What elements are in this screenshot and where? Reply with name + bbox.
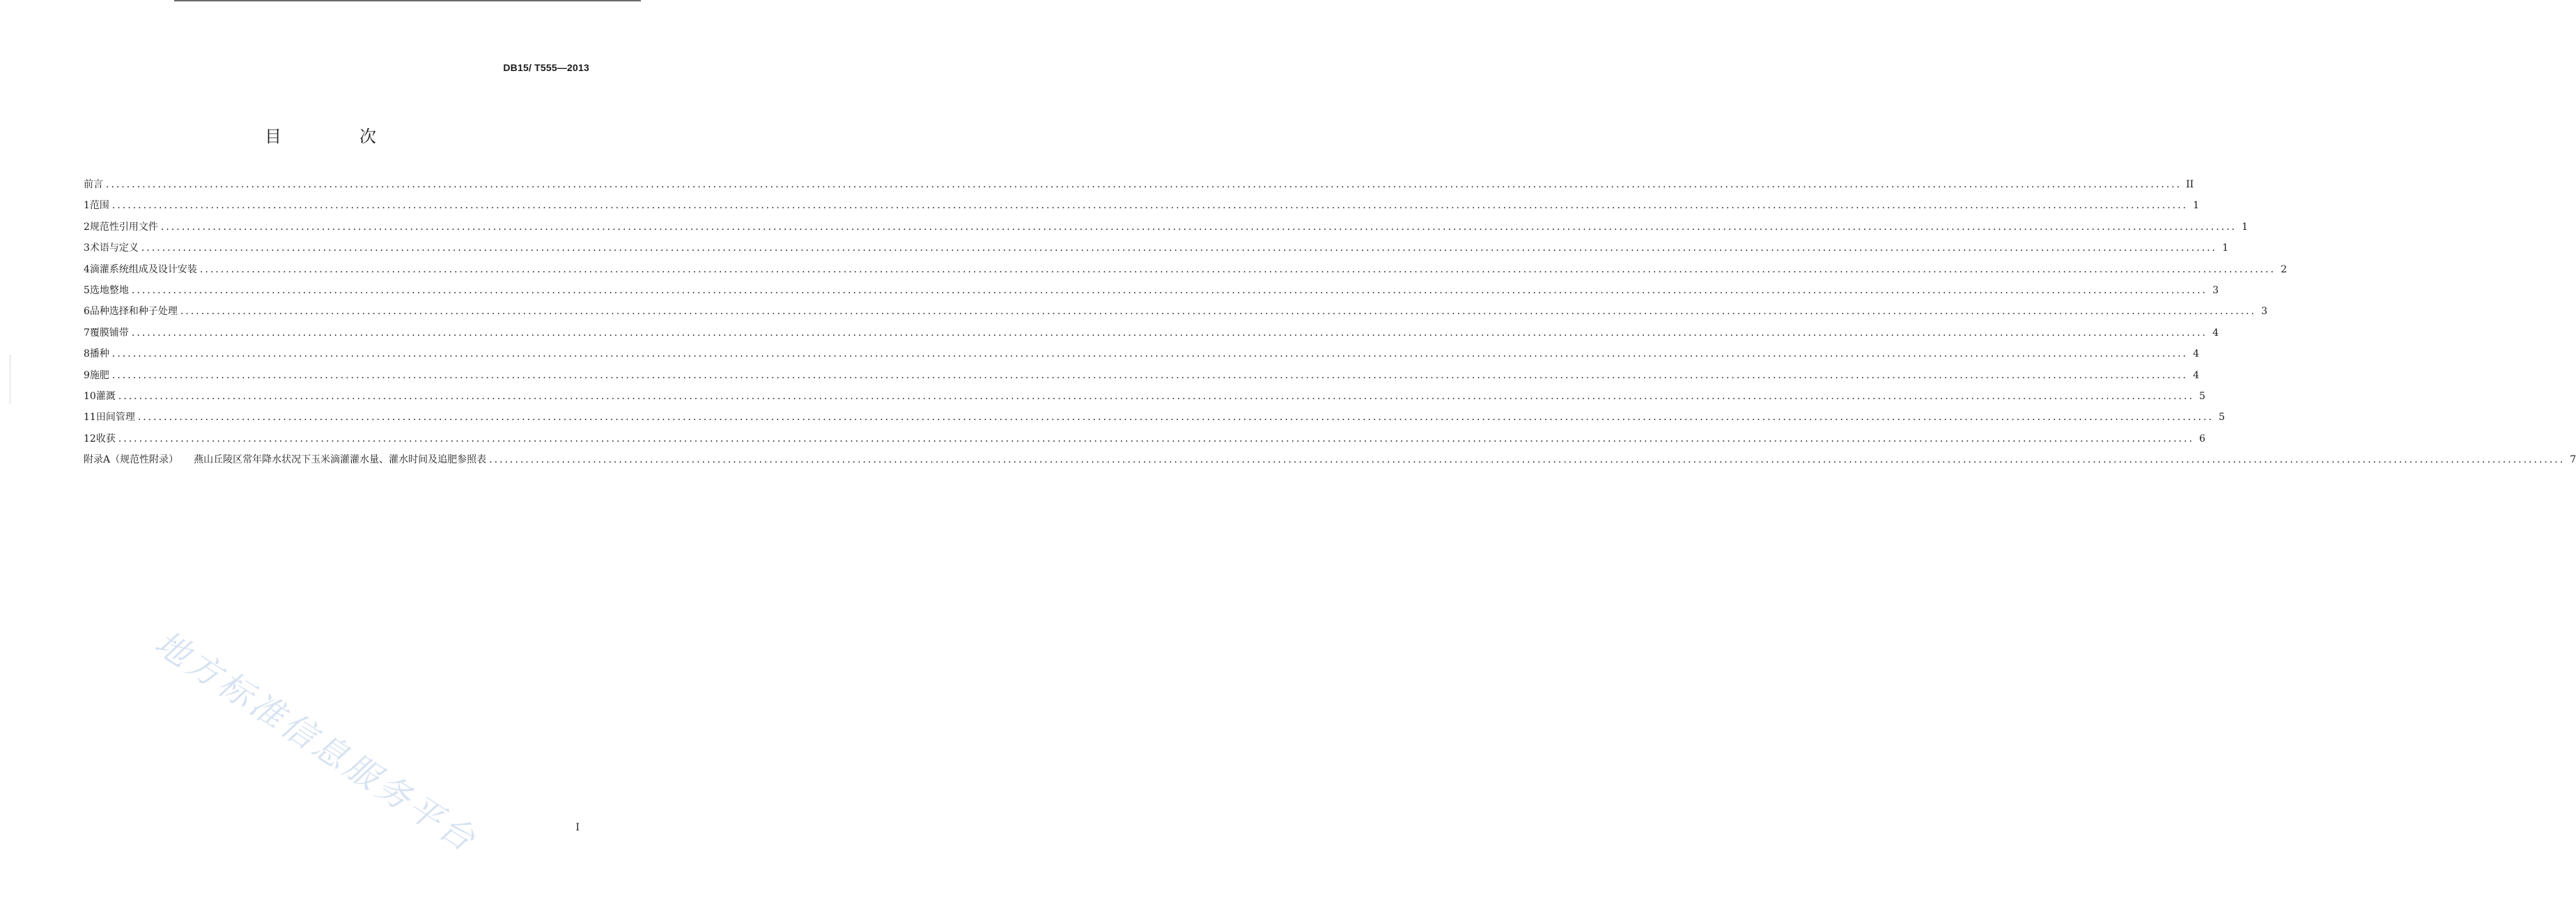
toc-entry[interactable] — [84, 431, 2205, 452]
toc-entry-number: 11 — [84, 412, 96, 424]
toc-entry-number: 5 — [84, 284, 90, 296]
toc-dot-leader: ................................................................................................................................................................................................................................................................................................................................................................................................................ — [489, 454, 2566, 466]
standard-code: DB15/ T555—2013 — [503, 62, 589, 73]
toc-dot-leader: ................................................................................................................................................................................................................................................................................................................................................................................................................ — [137, 412, 2214, 424]
toc-dot-leader: ................................................................................................................................................................................................................................................................................................................................................................................................................ — [131, 327, 2208, 339]
toc-entry-title: 滴灌系统组成及设计安装 — [89, 263, 197, 275]
toc-entry-page: 6 — [2198, 433, 2205, 444]
toc-entry[interactable] — [84, 304, 2267, 325]
toc-entry-title: 术语与定义 — [89, 242, 139, 254]
toc-entry-title: 燕山丘陵区常年降水状况下玉米滴灌灌水量、灌水时间及追肥参照表 — [194, 454, 487, 466]
toc-dot-leader: ................................................................................................................................................................................................................................................................................................................................................................................................................ — [180, 306, 2256, 318]
toc-entry-title: 田间管理 — [95, 412, 135, 424]
toc-entry-page: 7 — [2570, 454, 2576, 466]
toc-entry-title: 施肥 — [89, 369, 109, 381]
toc-entry-title: 灌溉 — [95, 390, 116, 402]
toc-entry-number: 8 — [84, 348, 90, 360]
table-of-contents — [84, 177, 2576, 473]
toc-dot-leader: ................................................................................................................................................................................................................................................................................................................................................................................................................ — [131, 284, 2208, 296]
toc-entry-page: 3 — [2212, 284, 2219, 296]
toc-entry-page: 4 — [2193, 369, 2199, 381]
toc-dot-leader: ................................................................................................................................................................................................................................................................................................................................................................................................................ — [118, 390, 2194, 402]
toc-dot-leader: ................................................................................................................................................................................................................................................................................................................................................................................................................ — [111, 369, 2188, 381]
page-number: I — [575, 822, 580, 833]
toc-dot-leader: ................................................................................................................................................................................................................................................................................................................................................................................................................ — [118, 433, 2194, 444]
toc-dot-leader: ................................................................................................................................................................................................................................................................................................................................................................................................................ — [111, 200, 2188, 212]
top-rule — [174, 0, 641, 1]
margin-mark — [10, 355, 11, 404]
toc-entry-page: 3 — [2261, 306, 2267, 318]
toc-entry-number: 7 — [84, 327, 90, 339]
toc-dot-leader: ................................................................................................................................................................................................................................................................................................................................................................................................................ — [199, 263, 2276, 275]
toc-entry-page: 1 — [2193, 200, 2199, 212]
watermark: 地方标准信息服务平台 — [148, 623, 485, 861]
toc-entry[interactable] — [84, 325, 2219, 346]
toc-entry[interactable] — [84, 410, 2225, 431]
toc-entry-title: 覆膜铺带 — [89, 327, 129, 339]
toc-entry[interactable] — [84, 262, 2287, 283]
toc-entry-title: 品种选择和种子处理 — [89, 306, 178, 318]
toc-entry[interactable] — [84, 283, 2219, 304]
toc-entry[interactable] — [84, 452, 2576, 473]
toc-entry[interactable] — [84, 240, 2228, 261]
toc-entry-title: 规范性引用文件 — [89, 221, 158, 233]
toc-entry[interactable] — [84, 198, 2199, 219]
toc-entry-page: 4 — [2212, 327, 2219, 339]
toc-entry-number: 1 — [84, 200, 90, 212]
toc-entry-title: 范围 — [89, 200, 109, 212]
toc-entry-title: 选地整地 — [89, 284, 129, 296]
toc-entry-number: 2 — [84, 221, 90, 233]
toc-entry-page: 5 — [2198, 390, 2205, 402]
toc-entry-page: 4 — [2193, 348, 2199, 360]
toc-entry-title: 前言 — [84, 179, 103, 190]
toc-entry-page: 2 — [2281, 263, 2287, 275]
toc-entry-number: 9 — [84, 369, 90, 381]
toc-entry-number: 6 — [84, 306, 90, 318]
toc-entry-page: 1 — [2242, 221, 2248, 233]
toc-entry-number: 12 — [84, 433, 96, 444]
toc-entry-page: 1 — [2222, 242, 2228, 254]
toc-entry-page: 5 — [2218, 412, 2225, 424]
toc-entry[interactable] — [84, 346, 2199, 367]
page-title: 目 次 — [265, 127, 407, 146]
toc-dot-leader: ................................................................................................................................................................................................................................................................................................................................................................................................................ — [111, 348, 2188, 360]
toc-entry-number: 4 — [84, 263, 90, 275]
toc-dot-leader: ................................................................................................................................................................................................................................................................................................................................................................................................................ — [141, 242, 2217, 254]
toc-entry[interactable] — [84, 389, 2205, 410]
toc-dot-leader: ................................................................................................................................................................................................................................................................................................................................................................................................................ — [106, 179, 2182, 190]
toc-entry-title: 收获 — [95, 433, 116, 444]
toc-entry[interactable] — [84, 219, 2248, 240]
toc-entry[interactable] — [84, 177, 2194, 198]
toc-entry-page: II — [2186, 179, 2194, 190]
toc-entry-title: 播种 — [89, 348, 109, 360]
toc-dot-leader: ................................................................................................................................................................................................................................................................................................................................................................................................................ — [160, 221, 2237, 233]
toc-entry[interactable] — [84, 368, 2199, 389]
toc-entry-number: 附录A（规范性附录） — [84, 454, 179, 466]
toc-entry-number: 10 — [84, 390, 96, 402]
toc-entry-number: 3 — [84, 242, 90, 254]
